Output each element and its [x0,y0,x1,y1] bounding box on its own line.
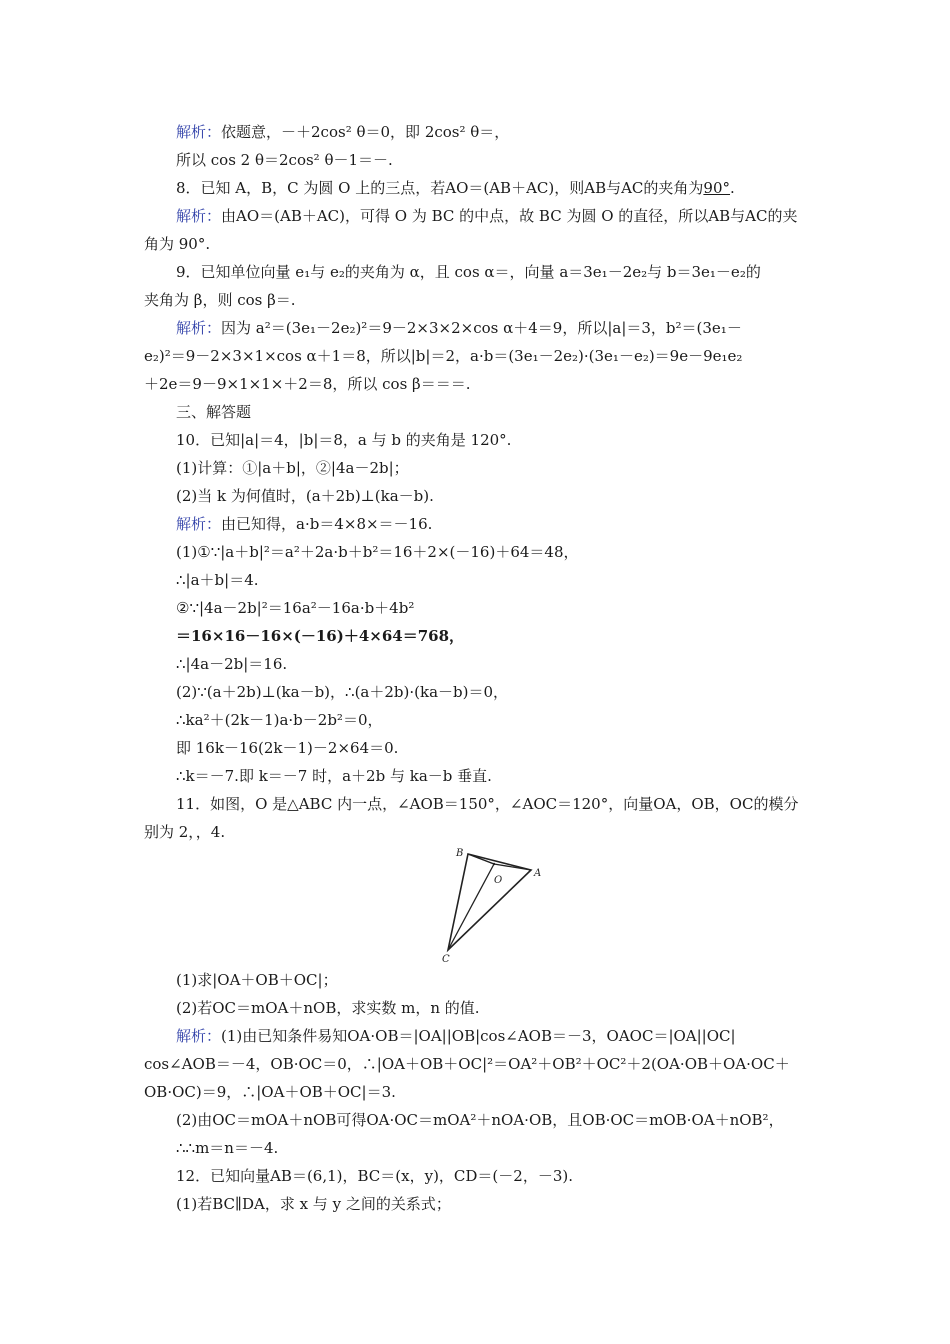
text-line [144,372,814,396]
line-text: 8．已知 A，B，C 为圆 O 上的三点，若AO＝(AB＋AC)，则AB与AC的夹角为 [176,179,704,197]
line-text: (1)由已知条件易知OA·OB＝|OA||OB|cos∠AOB＝－3，OAOC＝|OA||OC| [221,1027,736,1045]
text-line [176,708,814,732]
text-line [176,764,814,788]
analysis-label: 解析： [176,123,222,141]
line-text: ②∵|4a－2b|²＝16a²－16a·b＋4b² [176,599,415,617]
text-line [176,996,814,1020]
text-line [176,1024,814,1048]
text-line [176,1136,814,1160]
analysis-label: 解析： [176,319,222,337]
line-text: (2)∵(a＋2b)⊥(ka－b)，∴(a＋2b)·(ka－b)＝0， [176,683,509,701]
text-line [176,540,814,564]
line-text: (2)由OC＝mOA＋nOB可得OA·OC＝mOA²＋nOA·OB，且OB·OC＝mOB·OA＋nOB²， [176,1111,784,1129]
text-line [176,456,814,480]
line-text: ∴k＝－7.即 k＝－7 时，a＋2b 与 ka－b 垂直. [176,767,492,785]
line-text: (1)计算：①|a＋b|，②|4a－2b|； [176,459,409,477]
line-tail: . [730,179,735,197]
text-line [176,120,814,144]
line-text: OB·OC)＝9，∴|OA＋OB＋OC|＝3. [144,1083,396,1101]
label-b: B [456,848,464,859]
text-line [144,820,814,844]
line-text: cos∠AOB＝－4，OB·OC＝0，∴|OA＋OB＋OC|²＝OA²＋OB²＋OC²＋2(OA·OB＋OA·OC＋ [144,1055,790,1073]
line-text: 由AO＝(AB＋AC)，可得 O 为 BC 的中点，故 BC 为圆 O 的直径，所以AB与AC的夹 [221,207,798,225]
line-text: e₂)²＝9－2×3×1×cos α＋1＝8，所以|b|＝2，a·b＝(3e₁－2e₂)·(3e₁－e₂)＝9e－9e₁e₂ [144,347,743,365]
text-line [144,232,814,256]
line-text: ∴|4a－2b|＝16. [176,655,288,673]
line-text: ∴|a＋b|＝4. [176,571,259,589]
line-text: 9．已知单位向量 e₁与 e₂的夹角为 α，且 cos α＝，向量 a＝3e₁－2e₂与 b＝3e₁－e₂的 [176,263,761,281]
line-text: (2)当 k 为何值时，(a＋2b)⊥(ka－b). [176,487,434,505]
line-text: (2)若OC＝mOA＋nOB，求实数 m，n 的值. [176,999,480,1017]
text-line [176,1108,814,1132]
line-text: 因为 a²＝(3e₁－2e₂)²＝9－2×3×2×cos α＋4＝9，所以|a|＝3，b²＝(3e₁－ [221,319,742,337]
line-text: 依题意，－＋2cos² θ＝0，即 2cos² θ＝， [221,123,510,141]
text-line [176,1192,814,1216]
line-text: 所以 cos 2 θ＝2cos² θ－1＝－. [176,151,393,169]
text-line [144,1080,814,1104]
text-line [144,288,814,312]
line-text: ＋2e＝9－9×1×1×＋2＝8，所以 cos β＝＝＝. [144,375,471,393]
label-c: C [442,954,450,965]
text-line [176,652,814,676]
line-text: 即 16k－16(2k－1)－2×64＝0. [176,739,399,757]
line-text: (1)若BC∥DA，求 x 与 y 之间的关系式； [176,1195,451,1213]
text-line [176,596,814,620]
text-line [176,316,814,340]
point-o [493,863,495,865]
line-text: 由已知得，a·b＝4×8×＝－16. [221,515,433,533]
label-a: A [534,868,542,879]
line-text: (1)①∵|a＋b|²＝a²＋2a·b＋b²＝16＋2×(－16)＋64＝48， [176,543,579,561]
line-text: ∴∴m＝n＝－4. [176,1139,279,1157]
answer-blank: 90° [703,179,731,197]
text-line [176,148,814,172]
line-text: 10．已知|a|＝4，|b|＝8，a 与 b 的夹角是 120°. [176,431,512,449]
text-line [176,792,814,816]
line-text: ＝16×16－16×(－16)＋4×64＝768， [176,627,465,645]
line-text: 三、解答题 [176,403,252,421]
text-line [176,428,814,452]
text-line [176,1164,814,1188]
analysis-label: 解析： [176,207,222,225]
segment-oc [448,864,494,950]
text-line [176,680,814,704]
text-line [176,204,814,228]
triangle-figure [436,842,548,966]
text-line [176,400,814,424]
line-text: 11．如图，O 是△ABC 内一点，∠AOB＝150°，∠AOC＝120°，向量OA，OB，OC的模分 [176,795,799,813]
text-line [176,568,814,592]
text-line [176,736,814,760]
text-line [176,968,814,992]
text-line [176,260,814,284]
analysis-label: 解析： [176,515,222,533]
text-line [176,512,814,536]
line-text: 别为 2，，4. [144,823,226,841]
text-line [144,1052,814,1076]
line-text: 夹角为 β，则 cos β＝. [144,291,296,309]
line-text: 12．已知向量AB＝(6,1)，BC＝(x，y)，CD＝(－2，－3). [176,1167,573,1185]
line-text: (1)求|OA＋OB＋OC|； [176,971,338,989]
text-line [144,344,814,368]
line-text: 角为 90°. [144,235,211,253]
line-text: ∴ka²＋(2k－1)a·b－2b²＝0， [176,711,383,729]
text-line [176,176,814,200]
triangle-diagram [436,842,548,966]
analysis-label: 解析： [176,1027,222,1045]
label-o: O [494,875,503,886]
text-line [176,624,814,648]
text-line [176,484,814,508]
